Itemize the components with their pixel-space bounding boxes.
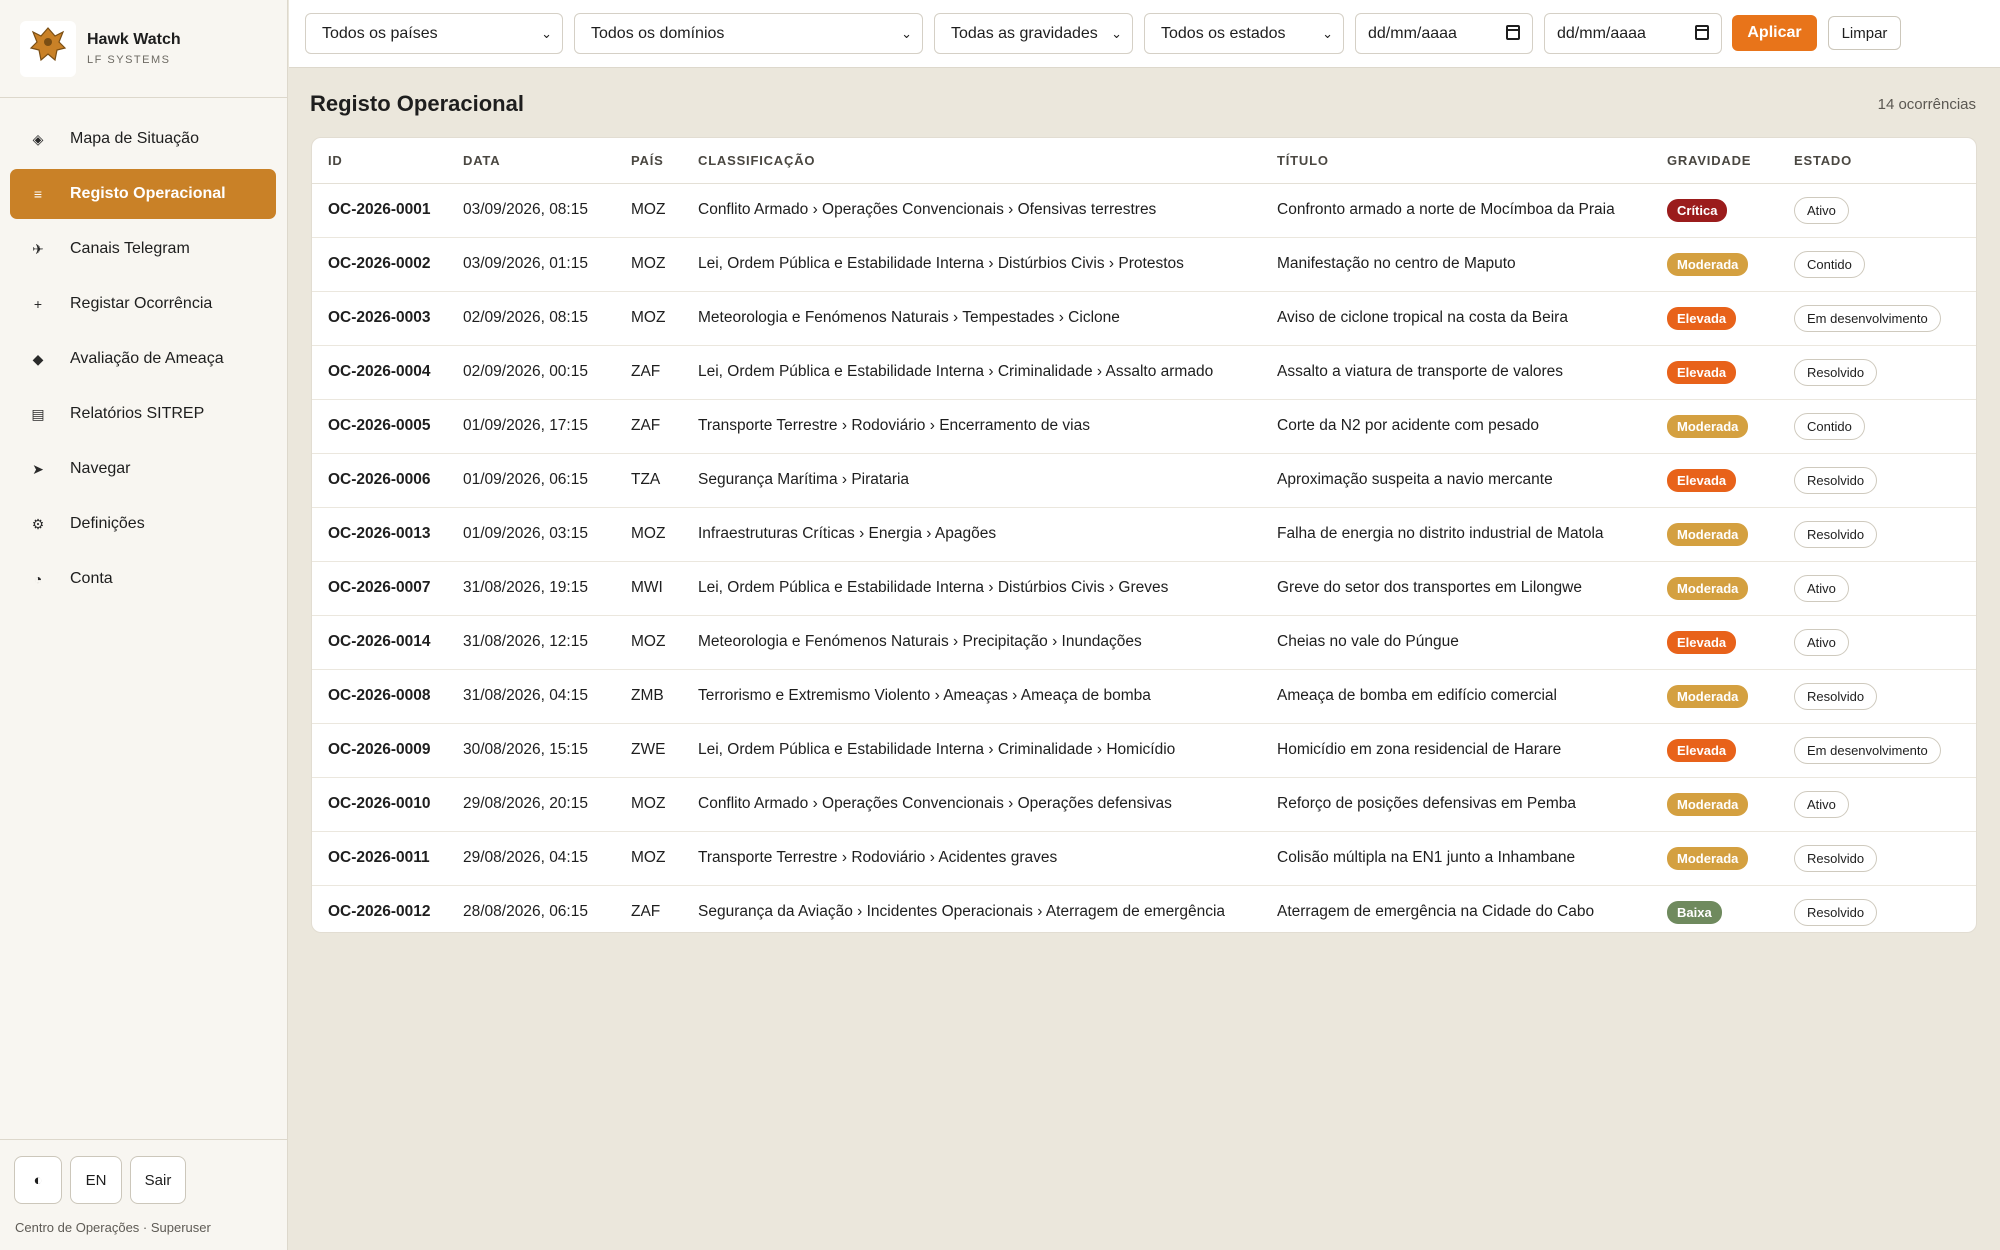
country-select-value: Todos os países bbox=[322, 24, 438, 42]
state-badge: Em desenvolvimento bbox=[1794, 305, 1941, 332]
nav-label: Canais Telegram bbox=[70, 240, 190, 257]
cell-state bbox=[1778, 183, 1977, 237]
state-badge: Ativo bbox=[1794, 629, 1849, 656]
cell-state bbox=[1778, 561, 1977, 615]
theme-toggle-button[interactable] bbox=[14, 1156, 62, 1204]
cell-classification: Segurança Marítima › Pirataria bbox=[682, 453, 1261, 507]
cell-classification: Lei, Ordem Pública e Estabilidade Interna › Distúrbios Civis › Protestos bbox=[682, 237, 1261, 291]
table-row[interactable] bbox=[312, 399, 1977, 453]
telegram-icon: ✈ bbox=[32, 240, 44, 257]
brand[interactable] bbox=[0, 0, 287, 98]
cell-state bbox=[1778, 507, 1977, 561]
nav-item-avaliacao-de-ameaca[interactable] bbox=[10, 334, 276, 384]
cell-country: ZWE bbox=[615, 723, 682, 777]
cell-classification: Lei, Ordem Pública e Estabilidade Interna › Criminalidade › Homicídio bbox=[682, 723, 1261, 777]
table-row[interactable] bbox=[312, 831, 1977, 885]
cell-state bbox=[1778, 831, 1977, 885]
severity-badge: Moderada bbox=[1667, 685, 1748, 708]
cell-classification: Conflito Armado › Operações Convencionais › Operações defensivas bbox=[682, 777, 1261, 831]
clear-button[interactable]: Limpar bbox=[1828, 16, 1901, 50]
table-row[interactable] bbox=[312, 615, 1977, 669]
severity-badge: Elevada bbox=[1667, 307, 1736, 330]
cell-date: 01/09/2026, 17:15 bbox=[447, 399, 615, 453]
gear-icon: ⚙ bbox=[31, 515, 45, 532]
user-caption: Centro de Operações · Superuser bbox=[15, 1220, 211, 1235]
cell-severity bbox=[1651, 399, 1778, 453]
cell-severity bbox=[1651, 561, 1778, 615]
state-badge: Resolvido bbox=[1794, 467, 1877, 494]
chevron-down-icon: ⌄ bbox=[1111, 26, 1122, 41]
list-icon: ≡ bbox=[33, 186, 43, 202]
cell-classification: Conflito Armado › Operações Convencionais › Ofensivas terrestres bbox=[682, 183, 1261, 237]
column-header-title[interactable]: TÍTULO bbox=[1261, 138, 1651, 183]
severity-select-value: Todas as gravidades bbox=[951, 24, 1098, 42]
occurrences-table-card bbox=[311, 137, 1977, 933]
state-badge: Resolvido bbox=[1794, 683, 1877, 710]
cell-id: OC-2026-0001 bbox=[312, 183, 447, 237]
column-header-classification[interactable]: CLASSIFICAÇÃO bbox=[682, 138, 1261, 183]
table-row[interactable] bbox=[312, 885, 1977, 933]
cell-country: MWI bbox=[615, 561, 682, 615]
table-row[interactable] bbox=[312, 237, 1977, 291]
nav-item-conta[interactable] bbox=[10, 554, 276, 604]
cell-title: Greve do setor dos transportes em Lilongwe bbox=[1261, 561, 1651, 615]
nav-label: Registar Ocorrência bbox=[70, 295, 213, 312]
table-row[interactable] bbox=[312, 507, 1977, 561]
language-button[interactable]: EN bbox=[70, 1156, 122, 1204]
cell-classification: Meteorologia e Fenómenos Naturais › Tempestades › Ciclone bbox=[682, 291, 1261, 345]
cell-title: Corte da N2 por acidente com pesado bbox=[1261, 399, 1651, 453]
report-icon: ▤ bbox=[31, 405, 45, 422]
cell-id: OC-2026-0013 bbox=[312, 507, 447, 561]
map-icon: ◈ bbox=[32, 130, 44, 147]
filter-bar bbox=[289, 0, 2000, 68]
contrast-icon: ◐ bbox=[33, 1171, 43, 1189]
sidebar bbox=[0, 0, 288, 1250]
severity-badge: Moderada bbox=[1667, 577, 1748, 600]
apply-button[interactable]: Aplicar bbox=[1732, 15, 1817, 51]
cell-severity bbox=[1651, 831, 1778, 885]
nav-label: Registo Operacional bbox=[70, 185, 226, 202]
chevron-down-icon: ⌄ bbox=[901, 26, 912, 41]
account-icon: ◔ bbox=[33, 571, 43, 587]
state-select[interactable] bbox=[1144, 13, 1344, 54]
cell-classification: Segurança da Aviação › Incidentes Operacionais › Aterragem de emergência bbox=[698, 903, 1226, 921]
cell-country: ZMB bbox=[615, 669, 682, 723]
severity-badge: Elevada bbox=[1667, 361, 1736, 384]
cell-severity bbox=[1651, 669, 1778, 723]
cell-title: Falha de energia no distrito industrial de Matola bbox=[1261, 507, 1651, 561]
state-badge: Contido bbox=[1794, 251, 1865, 278]
cell-title: Aterragem de emergência na Cidade do Cabo bbox=[1277, 903, 1595, 921]
table-row[interactable] bbox=[312, 777, 1977, 831]
brand-subtitle: LF SYSTEMS bbox=[87, 54, 171, 66]
table-row[interactable] bbox=[312, 723, 1977, 777]
cell-id: OC-2026-0003 bbox=[312, 291, 447, 345]
cell-country: ZAF bbox=[615, 399, 682, 453]
nav-item-mapa-de-situacao[interactable] bbox=[10, 114, 276, 164]
cell-date: 01/09/2026, 06:15 bbox=[447, 453, 615, 507]
cell-state bbox=[1778, 291, 1977, 345]
column-header-severity[interactable]: GRAVIDADE bbox=[1651, 138, 1778, 183]
hawk-logo bbox=[20, 21, 76, 77]
cell-country: TZA bbox=[615, 453, 682, 507]
cell-id: OC-2026-0004 bbox=[312, 345, 447, 399]
state-badge: Contido bbox=[1794, 413, 1865, 440]
cell-id: OC-2026-0005 bbox=[312, 399, 447, 453]
table-row[interactable] bbox=[312, 291, 1977, 345]
nav-item-canais-telegram[interactable] bbox=[10, 224, 276, 274]
cell-severity bbox=[1651, 291, 1778, 345]
cell-id: OC-2026-0007 bbox=[312, 561, 447, 615]
nav-label: Definições bbox=[70, 515, 145, 532]
severity-badge: Crítica bbox=[1667, 199, 1727, 222]
nav-label: Mapa de Situação bbox=[70, 130, 199, 147]
cell-state bbox=[1778, 723, 1977, 777]
brand-name: Hawk Watch bbox=[87, 31, 181, 48]
state-badge: Resolvido bbox=[1794, 359, 1877, 386]
nav-label: Avaliação de Ameaça bbox=[70, 350, 224, 367]
severity-badge: Elevada bbox=[1667, 469, 1736, 492]
nav-label: Navegar bbox=[70, 460, 131, 477]
chevron-down-icon: ⌄ bbox=[1322, 26, 1333, 41]
cell-classification: Lei, Ordem Pública e Estabilidade Interna › Distúrbios Civis › Greves bbox=[682, 561, 1261, 615]
cell-severity bbox=[1651, 507, 1778, 561]
table-row[interactable] bbox=[312, 453, 1977, 507]
nav-menu bbox=[0, 98, 287, 604]
cell-country: ZAF bbox=[615, 345, 682, 399]
arrow-icon: ➤ bbox=[32, 460, 44, 477]
cell-severity bbox=[1651, 723, 1778, 777]
cell-date: 31/08/2026, 12:15 bbox=[447, 615, 615, 669]
cell-state bbox=[1778, 453, 1977, 507]
nav-item-registo-operacional[interactable] bbox=[10, 169, 276, 219]
column-header-state[interactable]: ESTADO bbox=[1778, 138, 1977, 183]
sidebar-footer bbox=[0, 1139, 288, 1250]
cell-date: 29/08/2026, 20:15 bbox=[447, 777, 615, 831]
logout-button[interactable]: Sair bbox=[130, 1156, 186, 1204]
cell-id: OC-2026-0002 bbox=[312, 237, 447, 291]
cell-country: MOZ bbox=[615, 831, 682, 885]
severity-select[interactable] bbox=[934, 13, 1133, 54]
cell-date: 31/08/2026, 19:15 bbox=[447, 561, 615, 615]
cell-state bbox=[1778, 777, 1977, 831]
cell-date: 02/09/2026, 00:15 bbox=[447, 345, 615, 399]
severity-badge: Moderada bbox=[1667, 415, 1748, 438]
cell-title: Ameaça de bomba em edifício comercial bbox=[1261, 669, 1651, 723]
cell-state bbox=[1778, 885, 1977, 933]
nav-item-relatorios-sitrep[interactable] bbox=[10, 389, 276, 439]
cell-severity bbox=[1651, 777, 1778, 831]
severity-badge: Moderada bbox=[1667, 793, 1748, 816]
cell-date: 01/09/2026, 03:15 bbox=[447, 507, 615, 561]
cell-state bbox=[1778, 615, 1977, 669]
nav-item-definicoes[interactable] bbox=[10, 499, 276, 549]
cell-date: 03/09/2026, 01:15 bbox=[447, 237, 615, 291]
state-badge: Ativo bbox=[1794, 575, 1849, 602]
cell-title: Homicídio em zona residencial de Harare bbox=[1261, 723, 1651, 777]
severity-badge: Moderada bbox=[1667, 847, 1748, 870]
plus-icon: + bbox=[33, 296, 43, 312]
cell-id: OC-2026-0010 bbox=[312, 777, 447, 831]
cell-date: 28/08/2026, 06:15 bbox=[463, 903, 588, 921]
cell-id: OC-2026-0011 bbox=[312, 831, 447, 885]
nav-label: Conta bbox=[70, 570, 113, 587]
date-to-input[interactable] bbox=[1544, 13, 1722, 54]
cell-state bbox=[1778, 345, 1977, 399]
date-from-input[interactable] bbox=[1355, 13, 1533, 54]
cell-classification: Infraestruturas Críticas › Energia › Apagões bbox=[682, 507, 1261, 561]
state-badge: Resolvido bbox=[1794, 521, 1877, 548]
domain-select[interactable] bbox=[574, 13, 923, 54]
cell-state bbox=[1778, 399, 1977, 453]
table-header-row bbox=[312, 138, 1977, 183]
occurrence-count: 14 ocorrências bbox=[1877, 96, 1976, 113]
cell-title: Aproximação suspeita a navio mercante bbox=[1261, 453, 1651, 507]
severity-badge: Moderada bbox=[1667, 523, 1748, 546]
page-title: Registo Operacional bbox=[310, 91, 524, 116]
state-badge: Ativo bbox=[1794, 791, 1849, 818]
cell-id: OC-2026-0012 bbox=[328, 903, 431, 921]
cell-severity bbox=[1651, 345, 1778, 399]
severity-badge: Moderada bbox=[1667, 253, 1748, 276]
state-badge: Resolvido bbox=[1794, 899, 1877, 926]
column-header-date[interactable]: DATA bbox=[447, 138, 615, 183]
cell-classification: Meteorologia e Fenómenos Naturais › Precipitação › Inundações bbox=[682, 615, 1261, 669]
cell-classification: Transporte Terrestre › Rodoviário › Acidentes graves bbox=[682, 831, 1261, 885]
chevron-down-icon: ⌄ bbox=[541, 26, 552, 41]
cell-title: Manifestação no centro de Maputo bbox=[1261, 237, 1651, 291]
cell-severity bbox=[1651, 453, 1778, 507]
cell-date: 30/08/2026, 15:15 bbox=[447, 723, 615, 777]
country-select[interactable] bbox=[305, 13, 563, 54]
cell-id: OC-2026-0009 bbox=[312, 723, 447, 777]
state-badge: Em desenvolvimento bbox=[1794, 737, 1941, 764]
cell-title: Confronto armado a norte de Mocímboa da Praia bbox=[1261, 183, 1651, 237]
severity-badge: Elevada bbox=[1667, 631, 1736, 654]
cell-country: MOZ bbox=[615, 291, 682, 345]
diamond-icon: ◆ bbox=[32, 350, 44, 367]
column-header-id[interactable]: ID bbox=[312, 138, 447, 183]
cell-country: MOZ bbox=[615, 507, 682, 561]
calendar-icon bbox=[1506, 25, 1520, 40]
cell-title: Reforço de posições defensivas em Pemba bbox=[1261, 777, 1651, 831]
nav-item-navegar[interactable] bbox=[10, 444, 276, 494]
table-row[interactable] bbox=[312, 561, 1977, 615]
cell-title: Colisão múltipla na EN1 junto a Inhambane bbox=[1261, 831, 1651, 885]
date-to-placeholder: dd/mm/aaaa bbox=[1557, 24, 1646, 42]
cell-id: OC-2026-0006 bbox=[312, 453, 447, 507]
occurrences-table bbox=[312, 138, 1977, 933]
state-badge: Resolvido bbox=[1794, 845, 1877, 872]
cell-severity bbox=[1651, 615, 1778, 669]
state-select-value: Todos os estados bbox=[1161, 24, 1286, 42]
cell-country: MOZ bbox=[615, 237, 682, 291]
table-row[interactable] bbox=[312, 183, 1977, 237]
cell-country: MOZ bbox=[615, 183, 682, 237]
cell-date: 02/09/2026, 08:15 bbox=[447, 291, 615, 345]
cell-classification: Terrorismo e Extremismo Violento › Ameaças › Ameaça de bomba bbox=[682, 669, 1261, 723]
cell-classification: Transporte Terrestre › Rodoviário › Encerramento de vias bbox=[682, 399, 1261, 453]
cell-date: 31/08/2026, 04:15 bbox=[447, 669, 615, 723]
severity-badge: Baixa bbox=[1667, 901, 1722, 924]
cell-title: Cheias no vale do Púngue bbox=[1261, 615, 1651, 669]
table-row[interactable] bbox=[312, 669, 1977, 723]
cell-severity bbox=[1651, 183, 1778, 237]
date-from-placeholder: dd/mm/aaaa bbox=[1368, 24, 1457, 42]
state-badge: Ativo bbox=[1794, 197, 1849, 224]
cell-title: Assalto a viatura de transporte de valores bbox=[1261, 345, 1651, 399]
cell-title: Aviso de ciclone tropical na costa da Beira bbox=[1261, 291, 1651, 345]
table-row[interactable] bbox=[312, 345, 1977, 399]
cell-country: MOZ bbox=[615, 777, 682, 831]
cell-date: 29/08/2026, 04:15 bbox=[447, 831, 615, 885]
cell-severity bbox=[1651, 237, 1778, 291]
cell-date: 03/09/2026, 08:15 bbox=[447, 183, 615, 237]
calendar-icon bbox=[1695, 25, 1709, 40]
cell-severity bbox=[1651, 885, 1778, 933]
cell-country: MOZ bbox=[615, 615, 682, 669]
cell-state bbox=[1778, 669, 1977, 723]
severity-badge: Elevada bbox=[1667, 739, 1736, 762]
domain-select-value: Todos os domínios bbox=[591, 24, 725, 42]
cell-id: OC-2026-0008 bbox=[312, 669, 447, 723]
cell-classification: Lei, Ordem Pública e Estabilidade Interna › Criminalidade › Assalto armado bbox=[682, 345, 1261, 399]
cell-country: ZAF bbox=[631, 903, 661, 921]
nav-item-registar-ocorrencia[interactable] bbox=[10, 279, 276, 329]
column-header-country[interactable]: PAÍS bbox=[615, 138, 682, 183]
cell-state bbox=[1778, 237, 1977, 291]
cell-id: OC-2026-0014 bbox=[312, 615, 447, 669]
nav-label: Relatórios SITREP bbox=[70, 405, 205, 422]
